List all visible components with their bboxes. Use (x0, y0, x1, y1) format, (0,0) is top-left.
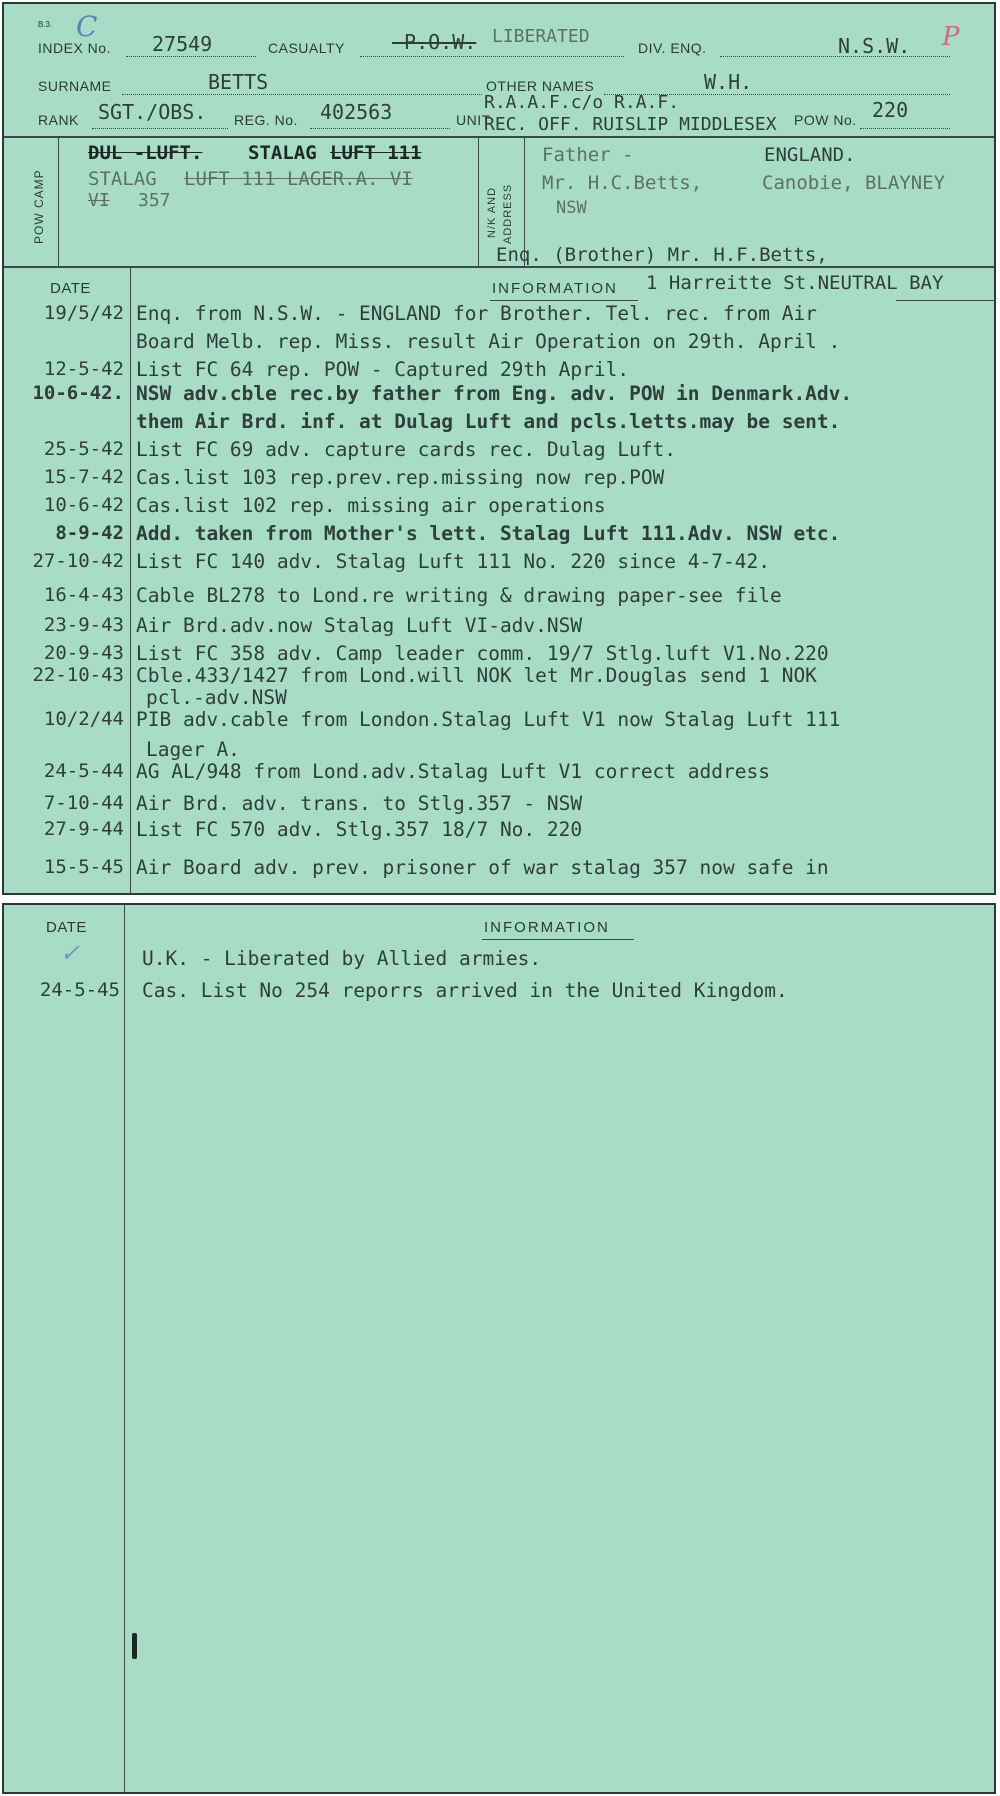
entry-text: Cas.list 103 rep.prev.rep.missing now rep.POW (136, 466, 665, 489)
entry-date: 10-6-42 (43, 494, 124, 516)
entry-text: Board Melb. rep. Miss. result Air Operation on 29th. April . (136, 330, 841, 353)
entry-text: Lager A. (146, 738, 240, 761)
entry-text: Add. taken from Mother's lett. Stalag Luft 111.Adv. NSW etc. (136, 522, 841, 545)
camp-line-3-struck: VI (88, 190, 110, 211)
nk-address-label-1: N/K AND (486, 186, 498, 238)
handwritten-tick-mark: ✓ (60, 939, 81, 967)
entry-text: them Air Brd. inf. at Dulag Luft and pcls.letts.may be sent. (136, 410, 841, 433)
rank-label: RANK (38, 112, 79, 128)
unit-label: UNIT (456, 112, 491, 128)
surname-label: SURNAME (38, 78, 112, 94)
camp-line-1-struck: DUL -LUFT. (88, 142, 203, 164)
information-column-header: INFORMATION (492, 280, 618, 297)
entry-text: pcl.-adv.NSW (146, 686, 287, 709)
entry-text: Cas.list 102 rep. missing air operations (136, 494, 606, 517)
reg-no-label: REG. No. (234, 112, 298, 128)
entry-text: PIB adv.cable from London.Stalag Luft V1 now Stalag Luft 111 (136, 708, 841, 731)
entry-date: 7-10-44 (43, 792, 124, 814)
date-column-header: DATE (46, 919, 87, 936)
entry-text: List FC 64 rep. POW - Captured 29th April. (136, 358, 630, 381)
record-card-back (2, 903, 996, 1794)
unit-line-2: REC. OFF. RUISLIP MIDDLESEX (484, 114, 777, 135)
date-column-header: DATE (50, 280, 91, 297)
entry-date: 10-6-42. (32, 382, 124, 404)
entry-text: Air Brd.adv.now Stalag Luft VI-adv.NSW (136, 614, 583, 637)
index-no-label: INDEX No. (38, 40, 111, 56)
entry-text: Cas. List No 254 reporrs arrived in the United Kingdom. (142, 979, 788, 1002)
information-column-header: INFORMATION (484, 919, 610, 936)
entry-date: 25-5-42 (43, 438, 124, 460)
nok-line-5: 1 Harreitte St.NEUTRAL BAY (646, 272, 944, 294)
entry-date: 20-9-43 (43, 642, 124, 664)
nok-line-4: Enq. (Brother) Mr. H.F.Betts, (496, 244, 828, 266)
rank-value: SGT./OBS. (98, 100, 207, 124)
entry-text: List FC 570 adv. Stlg.357 18/7 No. 220 (136, 818, 583, 841)
entry-date: 10/2/44 (43, 708, 124, 730)
entry-text: AG AL/948 from Lond.adv.Stalag Luft V1 correct address (136, 760, 770, 783)
entry-date: 23-9-43 (43, 614, 124, 636)
handwritten-c-mark: C (76, 10, 98, 43)
entry-text: Cble.433/1427 from Lond.will NOK let Mr.Douglas send 1 NOK (136, 664, 817, 687)
index-no-value: 27549 (152, 32, 213, 56)
entry-text: List FC 140 adv. Stalag Luft 111 No. 220 since 4-7-42. (136, 550, 770, 573)
entry-date: 27-9-44 (43, 818, 124, 840)
entry-text: List FC 69 adv. capture cards rec. Dulag Luft. (136, 438, 677, 461)
camp-line-1: STALAG (248, 142, 317, 164)
camp-line-1-struck-2: LUFT 111 (330, 142, 422, 164)
nok-line-3: NSW (556, 198, 587, 218)
camp-line-3: 357 (138, 190, 171, 211)
nok-line-2-right: Canobie, BLAYNEY (762, 172, 946, 194)
nok-line-2: Mr. H.C.Betts, (542, 172, 703, 194)
nk-address-label-2: ADDRESS (502, 183, 514, 244)
entry-date: 16-4-43 (43, 584, 124, 606)
entry-date: 12-5-42 (43, 358, 124, 380)
div-enq-label: DIV. ENQ. (638, 40, 707, 56)
entry-date: 24-5-44 (43, 760, 124, 782)
record-card-front (2, 2, 996, 895)
other-names-value: W.H. (704, 70, 753, 94)
casualty-value: LIBERATED (492, 26, 590, 47)
entry-text: Air Board adv. prev. prisoner of war stalag 357 now safe in (136, 856, 829, 879)
form-code: B.3. (38, 20, 53, 29)
entry-text: NSW adv.cble rec.by father from Eng. adv. POW in Denmark.Adv. (136, 382, 853, 405)
casualty-label: CASUALTY (268, 40, 345, 56)
entry-date: 19/5/42 (43, 302, 124, 324)
camp-line-2-struck: LUFT 111 LAGER.A. VI (184, 168, 413, 190)
nok-line-1: Father - (542, 144, 634, 166)
entry-text: Enq. from N.S.W. - ENGLAND for Brother. Tel. rec. from Air (136, 302, 817, 325)
entry-date: 15-5-45 (43, 856, 124, 878)
entry-date: 15-7-42 (43, 466, 124, 488)
nok-line-1-right: ENGLAND. (764, 144, 856, 166)
entry-text: Cable BL278 to Lond.re writing & drawing paper-see file (136, 584, 782, 607)
entry-date: 8-9-42 (55, 522, 124, 544)
unit-line-1: R.A.A.F.c/o R.A.F. (484, 92, 680, 113)
entry-text: U.K. - Liberated by Allied armies. (142, 947, 542, 970)
entry-text: List FC 358 adv. Camp leader comm. 19/7 Stlg.luft V1.No.220 (136, 642, 829, 665)
pow-no-label: POW No. (794, 112, 857, 128)
ink-mark (132, 1633, 137, 1659)
pow-no-value: 220 (872, 98, 909, 122)
div-enq-value: N.S.W. (838, 34, 911, 58)
entry-date: 27-10-42 (32, 550, 124, 572)
entry-date: 24-5-45 (39, 979, 120, 1001)
handwritten-p-mark: P (942, 22, 960, 52)
casualty-struck-value: -P.O.W. (392, 30, 477, 54)
camp-line-2: STALAG (88, 168, 157, 190)
other-names-label: OTHER NAMES (486, 78, 595, 94)
entry-date: 22-10-43 (32, 664, 124, 686)
reg-no-value: 402563 (320, 100, 393, 124)
pow-camp-label: POW CAMP (32, 169, 46, 244)
surname-value: BETTS (208, 70, 269, 94)
entry-text: Air Brd. adv. trans. to Stlg.357 - NSW (136, 792, 583, 815)
